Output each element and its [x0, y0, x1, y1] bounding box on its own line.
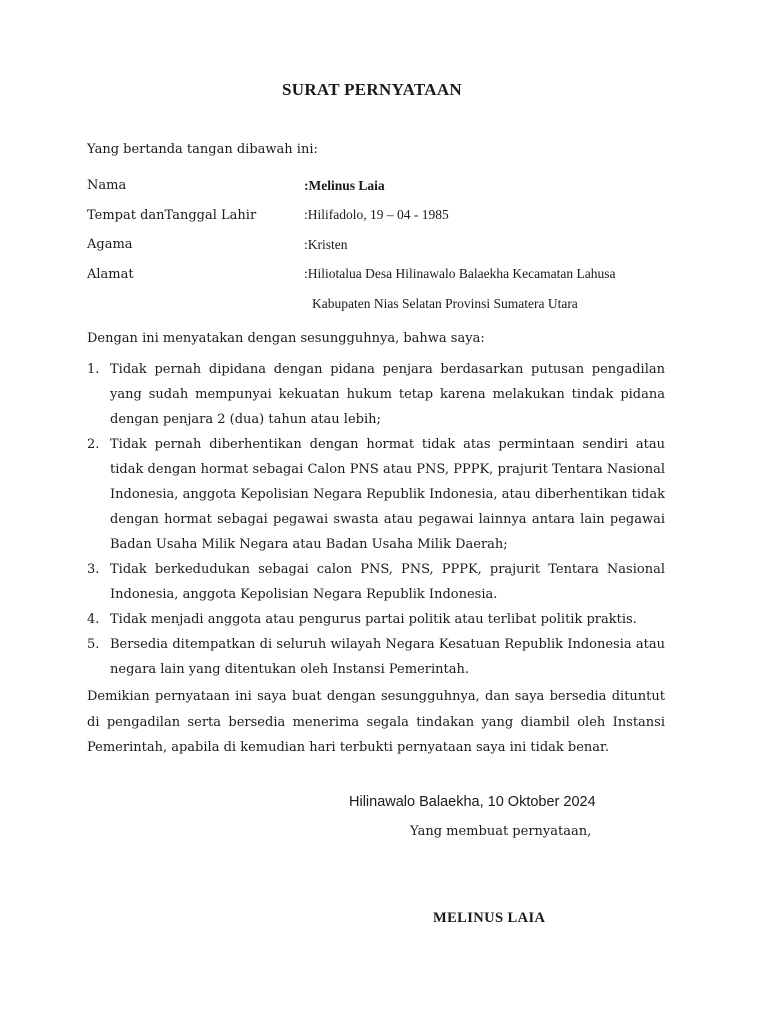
statement-intro: Dengan ini menyatakan dengan sesungguhnya, bahwa saya:	[87, 331, 485, 346]
list-number: 2.	[87, 437, 100, 452]
signer-name: MELINUS LAIA	[433, 910, 546, 926]
field-value-address: :Hiliotalua Desa Hilinawalo Balaekha Kecamatan Lahusa	[304, 266, 616, 282]
list-item	[87, 632, 665, 682]
list-item	[87, 357, 665, 432]
field-row-address-continuation	[87, 289, 687, 319]
field-value-name	[304, 178, 385, 194]
field-label: Alamat	[87, 266, 134, 282]
place-date: Hilinawalo Balaekha, 10 Oktober 2024	[349, 794, 596, 810]
list-number: 1.	[87, 362, 100, 377]
field-row-birth	[87, 201, 687, 231]
field-row-address	[87, 260, 687, 290]
list-item	[87, 607, 665, 632]
list-text: Tidak pernah diberhentikan dengan hormat tidak atas permintaan sendiri atau tidak dengan hormat sebagai Calon PNS atau PNS, PPPK, prajurit Tentara Nasional Indonesia, anggota Kepolisian Negara Republik Indonesia, atau diberhentikan tidak dengan hormat sebagai pegawai swasta atau pegawai lainnya antara lain pegawai Badan Usaha Milik Negara atau Badan Usaha Milik Daerah;	[110, 437, 665, 552]
list-number: 5.	[87, 637, 100, 652]
list-text: Tidak menjadi anggota atau pengurus partai politik atau terlibat politik praktis.	[110, 612, 637, 627]
field-value-religion: :Kristen	[304, 236, 348, 252]
intro-text: Yang bertanda tangan dibawah ini:	[87, 142, 318, 157]
list-text: Tidak pernah dipidana dengan pidana penjara berdasarkan putusan pengadilan yang sudah mempunyai kekuatan hukum tetap karena melakukan tindak pidana dengan penjara 2 (dua) tahun atau lebih;	[110, 362, 665, 427]
field-row-name	[87, 171, 687, 201]
list-number: 4.	[87, 612, 100, 627]
list-item	[87, 557, 665, 607]
identity-fields	[87, 171, 687, 319]
name-value: :Melinus Laia	[304, 177, 385, 193]
list-number: 3.	[87, 562, 100, 577]
field-value-birth: :Hilifadolo, 19 – 04 - 1985	[304, 207, 449, 223]
field-row-religion	[87, 230, 687, 260]
field-label: Agama	[87, 237, 133, 253]
list-text: Tidak berkedudukan sebagai calon PNS, PNS, PPPK, prajurit Tentara Nasional Indonesia, anggota Kepolisian Negara Republik Indonesia.	[110, 562, 665, 602]
closing-paragraph: Demikian pernyataan ini saya buat dengan sesungguhnya, dan saya bersedia dituntut di pengadilan serta bersedia menerima segala tindakan yang diambil oleh Instansi Pemerintah, apabila di kemudian hari terbukti pernyataan saya ini tidak benar.	[87, 689, 665, 755]
list-item	[87, 432, 665, 557]
field-label: Nama	[87, 178, 127, 194]
field-label: Tempat danTanggal Lahir	[87, 207, 257, 223]
list-text: Bersedia ditempatkan di seluruh wilayah Negara Kesatuan Republik Indonesia atau negara lain yang ditentukan oleh Instansi Pemerintah.	[110, 637, 665, 677]
statement-list	[87, 357, 665, 682]
address-continuation: Kabupaten Nias Selatan Provinsi Sumatera Utara	[312, 296, 578, 311]
maker-label: Yang membuat pernyataan,	[410, 824, 592, 839]
document-title: SURAT PERNYATAAN	[281, 80, 463, 99]
